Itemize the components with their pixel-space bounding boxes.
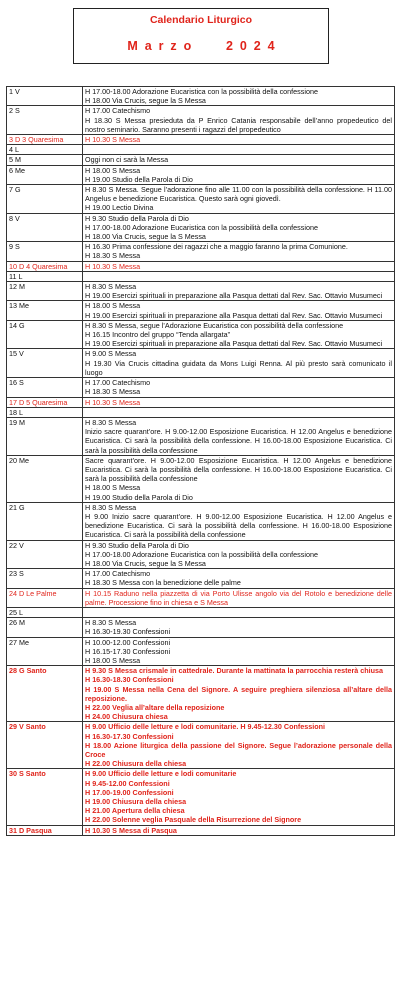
calendar-row: [7, 407, 395, 417]
calendar-day: 17 D 5 Quaresima: [7, 397, 83, 407]
calendar-day: 21 G: [7, 502, 83, 540]
event-line: Oggi non ci sarà la Messa: [85, 155, 169, 165]
event-line: H 17.00 Catechismo: [85, 106, 151, 116]
calendar-events: [83, 637, 395, 666]
calendar-day: 30 S Santo: [7, 769, 83, 825]
event-line: H 21.00 Apertura della chiesa: [85, 806, 185, 816]
calendar-events: [83, 271, 395, 281]
calendar-day: 28 G Santo: [7, 666, 83, 722]
event-line: H 18.00 Via Crucis, segue la S Messa: [85, 96, 206, 106]
calendar-day: 27 Me: [7, 637, 83, 666]
event-line: H 18.30 S Messa presieduta da P Enrico Catania responsabile dell’anno propedeutico del nostro seminario. Saranno presenti i ragazzi del propedeutico: [85, 115, 392, 134]
event-line: H 17.00-18.00 Adorazione Eucaristica con la possibilità della confessione: [85, 549, 318, 559]
event-line: H 19.00 Chiusura della chiesa: [85, 797, 187, 807]
event-line: H 9.00 Ufficio delle letture e lodi comunitarie. H 9.45-12.30 Confessioni: [85, 722, 326, 732]
event-line: H 16.30-19.30 Confessioni: [85, 627, 171, 637]
calendar-day: 14 G: [7, 320, 83, 349]
calendar-day: 20 Me: [7, 455, 83, 502]
calendar-events: [83, 106, 395, 135]
calendar-row: [7, 349, 395, 378]
calendar-row: [7, 607, 395, 617]
calendar-day: 9 S: [7, 242, 83, 261]
calendar-row: [7, 213, 395, 242]
event-line: [85, 408, 392, 417]
event-line: H 18.00 S Messa: [85, 301, 141, 311]
calendar-row: [7, 282, 395, 301]
event-line: H 8.30 S Messa: [85, 618, 137, 628]
event-line: H 19.00 Esercizi spirituali in preparazione alla Pasqua dettati dal Rev. Sac. Ottavio Musumeci: [85, 291, 383, 301]
event-line: H 19.00 Esercizi spirituali in preparazione alla Pasqua dettati dal Rev. Sac. Ottavio Musumeci: [85, 310, 383, 320]
calendar-row: [7, 378, 395, 397]
calendar-row: [7, 769, 395, 825]
calendar-month: M a r z o 2 0 2 4: [127, 39, 275, 53]
calendar-events: [83, 618, 395, 637]
event-line: H 10.30 S Messa: [85, 261, 141, 271]
event-line: H 18.30 S Messa: [85, 387, 141, 397]
event-line: H 18.00 Azione liturgica della passione del Signore. Segue l’adorazione personale della Croce: [85, 740, 392, 760]
calendar-events: [83, 455, 395, 502]
calendar-row: [7, 637, 395, 666]
calendar-row: [7, 502, 395, 540]
calendar-day: 31 D Pasqua: [7, 825, 83, 835]
event-line: H 16.30 Prima confessione dei ragazzi che a maggio faranno la prima Comunione.: [85, 242, 348, 252]
calendar-events: [83, 320, 395, 349]
calendar-row: [7, 569, 395, 588]
calendar-row: [7, 618, 395, 637]
calendar-row: [7, 271, 395, 281]
calendar-day: 5 M: [7, 155, 83, 165]
calendar-row: [7, 106, 395, 135]
calendar-events: [83, 378, 395, 397]
event-line: H 19.00 Lectio Divina: [85, 203, 154, 213]
calendar-day: 25 L: [7, 607, 83, 617]
calendar-day: 1 V: [7, 87, 83, 106]
event-line: H 18.30 S Messa con la benedizione delle palme: [85, 578, 241, 588]
event-line: H 19.00 Studio della Parola di Dio: [85, 174, 193, 184]
calendar-day: 24 D Le Palme: [7, 588, 83, 607]
event-line: H 10.30 S Messa: [85, 135, 141, 145]
event-line: H 18.00 S Messa: [85, 165, 141, 175]
event-line: H 19.30 Via Crucis cittadina guidata da Mons Luigi Renna. Al più presto sarà comunicato il luogo: [85, 358, 392, 377]
event-line: H 8.30 S Messa. Segue l’adorazione fino alle 11.00 con la possibilità della confessione. H 11.00 Angelus e benedizione Eucaristica. Questo sarà ogni giovedì.: [85, 185, 392, 204]
calendar-events: [83, 301, 395, 320]
calendar-day: 4 L: [7, 145, 83, 155]
event-line: H 22.00 Solenne veglia Pasquale della Risurrezione del Signore: [85, 815, 302, 825]
calendar-events: [83, 722, 395, 769]
calendar-day: 3 D 3 Quaresima: [7, 135, 83, 145]
calendar-row: [7, 165, 395, 184]
event-line: H 10.30 S Messa: [85, 397, 141, 407]
event-line: H 9.00 Ufficio delle letture e lodi comunitarie: [85, 769, 237, 779]
calendar-day: 13 Me: [7, 301, 83, 320]
event-line: H 17.00-18.00 Adorazione Eucaristica con la possibilità della confessione: [85, 222, 318, 232]
calendar-events: [83, 87, 395, 106]
calendar-row: [7, 135, 395, 145]
calendar-events: [83, 349, 395, 378]
event-line: H 17.00-19.00 Confessioni: [85, 787, 174, 797]
event-line: H 17.00-18.00 Adorazione Eucaristica con la possibilità della confessione: [85, 87, 318, 96]
calendar-title: Calendario Liturgico: [149, 14, 253, 26]
calendar-title-box: [73, 8, 329, 64]
calendar-row: [7, 155, 395, 165]
calendar-events: [83, 185, 395, 214]
calendar-events: [83, 282, 395, 301]
calendar-day: 11 L: [7, 271, 83, 281]
event-line: H 18.00 S Messa: [85, 483, 141, 493]
event-line: H 18.00 S Messa: [85, 655, 141, 665]
calendar-events: [83, 261, 395, 271]
calendar-table: [6, 86, 395, 836]
calendar-events: [83, 407, 395, 417]
calendar-events: [83, 569, 395, 588]
calendar-events: [83, 607, 395, 617]
event-line: H 19.00 Studio della Parola di Dio: [85, 492, 193, 502]
event-line: H 22.00 Veglia all’altare della reposizione: [85, 703, 225, 712]
calendar-events: [83, 825, 395, 835]
event-line: H 8.30 S Messa: [85, 502, 137, 512]
calendar-body: [7, 87, 395, 836]
event-line: H 16.15-17.30 Confessioni: [85, 646, 171, 656]
calendar-events: [83, 155, 395, 165]
calendar-events: [83, 666, 395, 722]
calendar-row: [7, 540, 395, 569]
calendar-row: [7, 666, 395, 722]
calendar-row: [7, 185, 395, 214]
event-line: H 9.30 Studio della Parola di Dio: [85, 213, 189, 223]
calendar-events: [83, 769, 395, 825]
calendar-row: [7, 455, 395, 502]
event-line: H 17.00 Catechismo: [85, 569, 151, 579]
event-line: H 9.30 Studio della Parola di Dio: [85, 540, 189, 550]
calendar-row: [7, 145, 395, 155]
event-line: H 9.00 S Messa: [85, 349, 137, 359]
calendar-day: 16 S: [7, 378, 83, 397]
event-line: H 18.00 Via Crucis, segue la S Messa: [85, 558, 206, 568]
calendar-row: [7, 588, 395, 607]
event-line: H 9.45-12.00 Confessioni: [85, 778, 170, 788]
calendar-events: [83, 502, 395, 540]
event-line: H 8.30 S Messa, segue l’Adorazione Eucaristica con possibilità della confessione: [85, 320, 344, 330]
calendar-row: [7, 397, 395, 407]
event-line: H 10.15 Raduno nella piazzetta di via Porto Ulisse angolo via del Rotolo e benedizione delle palme. Processione fino in chiesa e S Messa: [85, 588, 392, 607]
calendar-events: [83, 145, 395, 155]
calendar-row: [7, 417, 395, 455]
event-line: H 24.00 Chiusura chiesa: [85, 712, 168, 722]
calendar-day: 15 V: [7, 349, 83, 378]
event-line: [85, 608, 392, 617]
event-line: H 9.00 Inizio sacre quarant’ore. H 9.00-12.00 Esposizione Eucaristica. H 12.00 Angelus e benedizione Eucaristica. Ci sarà la possibilità della confessione. H 16.00-18.00 Esposizione Eucaristica. Ci sarà la possibilità della confessione: [85, 511, 392, 540]
calendar-day: 6 Me: [7, 165, 83, 184]
calendar-events: [83, 417, 395, 455]
event-line: H 18.00 Via Crucis, segue la S Messa: [85, 232, 206, 242]
event-line: H 16.15 Incontro del gruppo “Tenda allargata”: [85, 330, 231, 340]
calendar-row: [7, 301, 395, 320]
calendar-day: 26 M: [7, 618, 83, 637]
calendar-row: [7, 722, 395, 769]
calendar-day: 19 M: [7, 417, 83, 455]
calendar-day: 12 M: [7, 282, 83, 301]
calendar-events: [83, 135, 395, 145]
calendar-day: 23 S: [7, 569, 83, 588]
event-line: H 18.30 S Messa: [85, 251, 141, 261]
event-line: H 16.30-18.30 Confessioni: [85, 675, 174, 685]
calendar-row: [7, 320, 395, 349]
event-line: H 8.30 S Messa: [85, 417, 137, 427]
calendar-row: [7, 261, 395, 271]
event-line: [85, 145, 392, 154]
calendar-row: [7, 242, 395, 261]
calendar-events: [83, 213, 395, 242]
event-line: H 10.30 S Messa di Pasqua: [85, 825, 177, 835]
calendar-events: [83, 397, 395, 407]
calendar-day: 2 S: [7, 106, 83, 135]
calendar-row: [7, 825, 395, 835]
event-line: H 19.00 S Messa nella Cena del Signore. A seguire preghiera silenziosa all’altare della reposizione.: [85, 684, 392, 703]
event-line: H 10.00-12.00 Confessioni: [85, 637, 171, 647]
calendar-events: [83, 540, 395, 569]
calendar-day: 8 V: [7, 213, 83, 242]
calendar-events: [83, 165, 395, 184]
event-line: [85, 272, 392, 281]
calendar-row: [7, 87, 395, 106]
calendar-events: [83, 242, 395, 261]
event-line: H 8.30 S Messa: [85, 282, 137, 292]
event-line: H 22.00 Chiusura della chiesa: [85, 759, 187, 769]
calendar-day: 10 D 4 Quaresima: [7, 261, 83, 271]
calendar-day: 29 V Santo: [7, 722, 83, 769]
calendar-day: 22 V: [7, 540, 83, 569]
calendar-day: 7 G: [7, 185, 83, 214]
event-line: H 17.00 Catechismo: [85, 378, 151, 388]
event-line: Sacre quarant’ore. H 9.00-12.00 Esposizione Eucaristica. H 12.00 Angelus e benedizione Eucaristica. Ci sarà la possibilità della confessione. H 16.00-18.00 Esposizione Eucaristica. Ci sarà la possibilità della confessione: [85, 455, 392, 484]
calendar-day: 18 L: [7, 407, 83, 417]
event-line: H 9.30 S Messa crismale in cattedrale. Durante la mattinata la parrocchia resterà chiusa: [85, 666, 384, 676]
calendar-events: [83, 588, 395, 607]
event-line: H 16.30-17.30 Confessioni: [85, 731, 174, 741]
event-line: Inizio sacre quarant’ore. H 9.00-12.00 Esposizione Eucaristica. H 12.00 Angelus e benedizione Eucaristica. Ci sarà la possibilità della confessione. H 16.00-18.00 Esposizione Eucaristica. Ci sarà la possibilità della confessione: [85, 427, 392, 455]
event-line: H 19.00 Esercizi spirituali in preparazione alla Pasqua dettati dal Rev. Sac. Ottavio Musumeci: [85, 339, 383, 349]
